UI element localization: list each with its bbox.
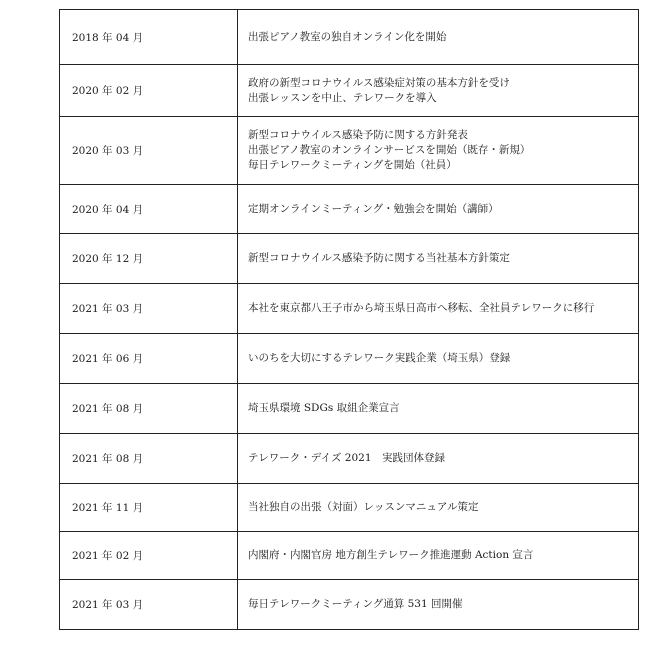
date-cell — [60, 532, 238, 580]
date-text: 2020 年 04 月 — [72, 203, 144, 216]
date-cell — [60, 580, 238, 630]
event-line: 内閣府・内閣官房 地方創生テレワーク推進運動 Action 宣言 — [248, 549, 534, 561]
event-line: 出張レッスンを中止、テレワークを導入 — [248, 91, 437, 104]
date-cell — [60, 185, 238, 234]
date-text: 2021 年 08 月 — [72, 453, 144, 465]
history-row — [60, 484, 639, 532]
history-table — [59, 9, 639, 630]
date-text: 2020 年 03 月 — [72, 145, 144, 157]
event-cell — [238, 185, 639, 234]
date-text: 2020 年 02 月 — [72, 85, 144, 97]
date-cell — [60, 117, 238, 185]
history-row — [60, 10, 639, 65]
date-text: 2018 年 04 月 — [72, 31, 144, 44]
event-line: 定期オンラインミーティング・勉強会を開始（講師） — [248, 202, 499, 215]
event-line: 政府の新型コロナウイルス感染症対策の基本方針を受け — [248, 76, 510, 89]
date-text: 2021 年 03 月 — [72, 599, 144, 611]
history-row — [60, 234, 639, 284]
event-cell — [238, 334, 639, 384]
event-cell — [238, 65, 639, 117]
history-row — [60, 185, 639, 234]
event-cell — [238, 117, 639, 185]
date-cell — [60, 484, 238, 532]
event-cell — [238, 532, 639, 580]
event-cell — [238, 10, 639, 65]
date-text: 2021 年 03 月 — [72, 303, 144, 315]
event-line: いのちを大切にするテレワーク実践企業（埼玉県）登録 — [248, 352, 511, 364]
history-row — [60, 117, 639, 185]
event-cell — [238, 580, 639, 630]
history-row — [60, 434, 639, 484]
date-cell — [60, 434, 238, 484]
event-line: 毎日テレワークミーティング通算 531 回開催 — [248, 598, 463, 610]
date-cell — [60, 384, 238, 434]
event-line: 出張ピアノ教室の独自オンライン化を開始 — [248, 30, 447, 43]
event-line: 出張ピアノ教室のオンラインサービスを開始（既存・新規） — [248, 144, 531, 156]
date-cell — [60, 10, 238, 65]
history-row — [60, 532, 639, 580]
history-row — [60, 65, 639, 117]
history-row — [60, 334, 639, 384]
date-text: 2021 年 08 月 — [72, 403, 144, 415]
event-line: 埼玉県環境 SDGs 取組企業宣言 — [248, 402, 400, 414]
event-line: 新型コロナウイルス感染予防に関する方針発表 — [248, 129, 468, 141]
event-cell — [238, 384, 639, 434]
date-cell — [60, 284, 238, 334]
event-line: 新型コロナウイルス感染予防に関する当社基本方針策定 — [248, 252, 510, 264]
event-cell — [238, 234, 639, 284]
event-cell — [238, 434, 639, 484]
history-table-body — [60, 10, 639, 630]
event-line: 当社独自の出張（対面）レッスンマニュアル策定 — [248, 501, 479, 513]
date-text: 2020 年 12 月 — [72, 253, 144, 265]
event-line: 本社を東京都八王子市から埼玉県日高市へ移転、全社員テレワークに移行 — [248, 302, 595, 314]
date-cell — [60, 234, 238, 284]
event-cell — [238, 484, 639, 532]
event-line: テレワーク・デイズ 2021 実践団体登録 — [248, 452, 446, 464]
date-cell — [60, 65, 238, 117]
date-text: 2021 年 11 月 — [72, 502, 144, 514]
date-cell — [60, 334, 238, 384]
history-row — [60, 284, 639, 334]
event-line: 毎日テレワークミーティングを開始（社員） — [248, 159, 457, 171]
history-row — [60, 580, 639, 630]
event-cell — [238, 284, 639, 334]
history-row — [60, 384, 639, 434]
date-text: 2021 年 06 月 — [72, 353, 144, 365]
date-text: 2021 年 02 月 — [72, 550, 144, 562]
